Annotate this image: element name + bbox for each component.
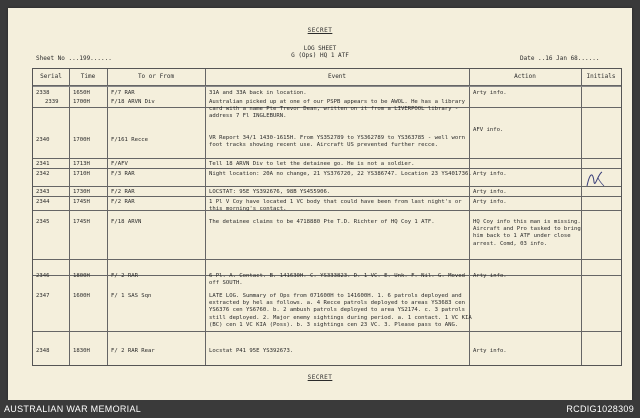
event-cell: Locstat P41 95E YS392673. [209,348,294,354]
to-from-cell: F/7 RAR [111,90,135,96]
to-from-cell: F/2 RAR [111,199,135,205]
unit-label: G (Ops) HQ 1 ATF [291,52,349,59]
col-time: Time [80,73,96,80]
event-cell: 6 Pl. A. Contact. B. 141630H. C. YS333823. D. 1 VC. E. Unk. F. Nil. G. Moved off SOUTH. [209,273,465,287]
serial-cell: 2346 [36,273,50,279]
archive-name: AUSTRALIAN WAR MEMORIAL [4,404,142,414]
serial-cell: 2340 [36,137,50,143]
serial-cell: 2339 [45,99,59,105]
divider [581,69,582,365]
time-cell: 1713H [73,161,90,167]
row-divider [33,259,621,260]
time-cell: 1730H [73,189,90,195]
to-from-cell: F/ 1 SAS Sqn [111,293,152,299]
action-cell: Arty info. [473,273,507,279]
event-cell: 31A and 33A back in location. [209,90,307,96]
serial-cell: 2348 [36,348,50,354]
archive-id: RCDIG1028309 [566,404,634,414]
serial-cell: 2342 [36,171,50,177]
row-divider [33,331,621,332]
action-cell: Arty info. [473,199,507,205]
divider [107,69,108,365]
to-from-cell: F/AFV [111,161,128,167]
divider [69,69,70,365]
action-cell: Arty info. [473,171,507,177]
time-cell: 1700H [73,137,90,143]
action-cell: AFV info. [473,127,504,133]
time-cell: 1710H [73,171,90,177]
event-cell: The detainee claims to be 4718880 Pte T.D. Richter of HQ Coy 1 ATF. [209,219,435,225]
handwritten-initials-mark [584,168,606,190]
time-cell: 1830H [73,348,90,354]
event-cell: LOCSTAT: 95E YS392676, 98B YS455906. [209,189,331,195]
col-event: Event [327,73,347,80]
time-cell: 1700H [73,99,90,105]
event-cell: Night location: 20A no change, 21 YS376720, 22 YS386747. Location 23 YS401736. [209,171,472,177]
row-divider [33,158,621,159]
to-from-cell: F/ 2 RAR Rear [111,348,155,354]
serial-cell: 2347 [36,293,50,299]
col-initials: Initials [586,73,616,80]
classification-top: SECRET [307,27,333,34]
action-cell: Arty info. [473,348,507,354]
row-divider [33,186,621,187]
to-from-cell: F/2 RAR [111,189,135,195]
archive-footer [0,400,640,418]
to-from-cell: F/18 ARVN Div [111,99,155,105]
col-action: Action [514,73,536,80]
action-cell: Arty info. [473,90,507,96]
to-from-cell: F/18 ARVN [111,219,142,225]
event-cell: VR Report 34/1 1430-1615H. From YS352789 to YS362789 to YS363785 - well worn foot tracks showing recent use. Aircraft US prevented further recce. [209,135,465,149]
log-table [32,68,622,366]
col-serial: Serial [40,73,62,80]
event-cell: Australian picked up at one of our PSPB appears to be AWOL. He has a library card with a name Pte Trevor Dean, written on it from a LIVERPOOL library - address 7 Fl INGLEBURN. [209,99,465,120]
time-cell: 1745H [73,199,90,205]
serial-cell: 2343 [36,189,50,195]
time-cell: 1800H [73,273,90,279]
classification-bottom: SECRET [307,374,333,381]
time-cell: 1745H [73,219,90,225]
action-cell: HQ Coy info this man is missing. Aircraft and Pro tasked to bring him back to 1 ATF under close arrest. Comd, 03 info. [473,219,581,247]
serial-cell: 2338 [36,90,50,96]
log-sheet-page [8,8,632,400]
log-sheet-label: LOG SHEET [303,45,337,52]
serial-cell: 2345 [36,219,50,225]
to-from-cell: F/ 2 RAR [111,273,138,279]
event-cell: Tell 18 ARVN Div to let the detainee go. He is not a soldier. [209,161,415,167]
action-cell: Arty info. [473,189,507,195]
to-from-cell: F/161 Recce [111,137,149,143]
to-from-cell: F/3 RAR [111,171,135,177]
header-divider [33,86,621,87]
col-to-from: To or From [137,73,175,80]
divider [205,69,206,365]
event-cell: 1 Pl V Coy have located 1 VC body that could have been from last night's or this morning's contact. [209,199,462,213]
event-cell: LATE LOG. Summary of Ops from 071600H to 141600H. 1. 6 patrols deployed and extracted by hel as follows. a. 4 Recce patrols deployed to areas YS3683 cen YS6376 cen YS6760. b. 2 ambush patrols deployed to area YS2174. c. 3 patrols still deployed. 2. Major enemy sightings during period. a. 1 contact. 1 VC KIA (BC) cen 1 VC KIA (Poss). b. 3 sightings cen 23 VC. 3. Please pass to ANG. [209,293,472,328]
serial-cell: 2344 [36,199,50,205]
sheet-date: Date ..16 Jan 68...... [520,55,600,62]
time-cell: 1650H [73,90,90,96]
time-cell: 1600H [73,293,90,299]
sheet-number: Sheet No ...199...... [36,55,112,62]
serial-cell: 2341 [36,161,50,167]
